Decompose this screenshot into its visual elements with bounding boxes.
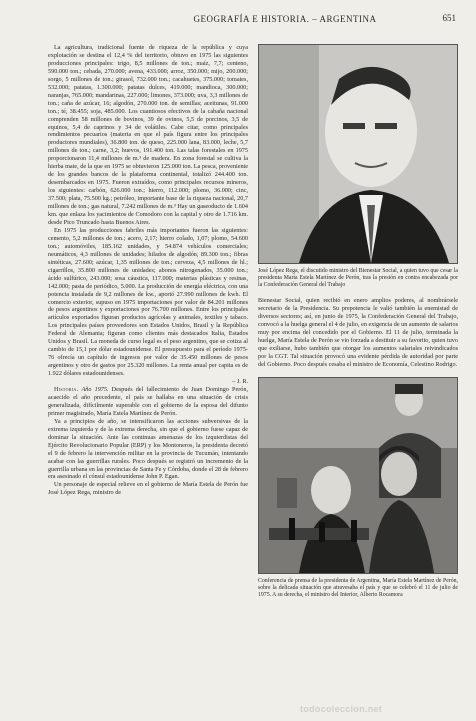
paragraph-lopez-rega: Un personaje de especial relieve en el gobierno de María Estela de Perón fue José López Rega, ministro de <box>48 481 248 497</box>
photo2-caption: Conferencia de prensa de la presidenta de Argentina, María Estela Martínez de Perón, sobre la delicada situación que atravesaba el país y que se celebró el 11 de julio de 1975. A su derecha, el ministro del Interior, Alberto Rocamora <box>258 577 458 598</box>
author-initials: – J. R. <box>232 378 248 386</box>
paragraph-industry: En 1975 las producciones fabriles más importantes fueron las siguientes: cemento, 5,2 millones de ton.; acero, 2,17; hierro colado, 1,07; plomo, 54.600 ton.; automóviles, 185.162 unidades, y 54.874 vehículos comerciales; neumáticos, 4,3 millones de unidades; hilados de algodón, 89.300 ton.; fibras sintéticas, 27.600; azúcar, 1,35 millones de ton.; cerveza, 4,5 millones de hl.; cigarrillos, 35.800 millones de unidades; abonos nitrogenados, 35.000 ton.; ácido sulfúrico, 243.000; sosa cáustica, 117.000; materias plásticas y resinas, 142.000; pasta de periódico, 5.000. La producción de energía eléctrica, con una potencia instalada de 9,2 millones de kw., aportó 27.990 millones de kwh. El comercio exterior, supuso en 1975 importaciones por valor de 84.201 millones de pesos argentinos y exportaciones por 76.700 millones. Entre los principales artículos exportados figuran productos agrícolas y animales, textiles y tabaco. Los principales países proveedores son Estados Unidos, Brasil y la República Federal de Alemania; figuran como clientes más destacados Italia, Estados Unidos y Brasil. La moneda de curso legal es el peso argentino, que se cotiza al cambio de 15,1 por dólar estadounidense. El presupuesto para el período 1975-76 ofrecía un capítulo de ingresos por valor de 35.450 millones de pesos argentinos y otro de gastos por 25.320 millones. La renta anual per capita es de 1.922 dólares estadounidenses. <box>48 226 248 378</box>
paragraph-subversion: Ya a principios de año, se intensificaron las acciones subversivas de la extrema izquierda y de la extrema derecha, sin que el gobierno fuese capaz de dominar la situación. Ante las continuas amenazas de los izquierdistas del Ejército Revolucionario Popular (ERP) y los Montoneros, la presidenta decretó el 9 de febrero la intervención militar en la provincia de Tucumán, intentando acabar con las guerrillas rurales. Poco después se registró un incremento de la guerrilla urbana en las provincias de Santa Fe y Córdoba, donde el 28 de febrero era asesinado el cónsul estadounidense John P. Egan. <box>48 417 248 481</box>
watermark-logo: todocoleccion.net <box>300 704 383 714</box>
running-head: GEOGRAFÍA E HISTORIA. – ARGENTINA <box>193 14 377 24</box>
history-label: Historia. <box>54 385 79 393</box>
paragraph-agriculture: La agricultura, tradicional fuente de riqueza de la república y cuya explotación se destina el 12,4 % del territorio, obtuvo en 1975 las siguientes producciones principales: trigo, 8,5 millones de ton.; maíz, 7,7; centeno, 590.000 ton.; cebada, 270.000; avena, 433.000; arroz, 350.000; mijo, 200.000; sorgo, 5 millones de ton.; girasol, 732.000 ton.; cacahuetes, 375.000; tomates, 532.000; patatas, 1.300.000; patatas dulces, 419.000; mandioca, 300.000; naranjas, 765.000; mandarinas, 227.000; limones, 373.000; uva, 3,3 millones de ton.; caña de azúcar, 16; algodón, 270.000 ton. de semillas; aceitunas, 91.000 ton.; té, 38.455; soja, 485.000. Los cuantiosos efectivos de la cabaña nacional comprenden 58 millones de bovinos, 39 de ovinos, 5,5 de porcinos, 3,5 de equinos, 5,4 de caprinos y 34 de volátiles. Cabe citar, como principales rendimientos pecuarios (materia en que el país figura entre los principales productores mundiales), 36.800 ton. de queso, 225.000 lana, 83.000, leche, 5,7 millones de ton.; carne, 3,2; huevos, 191.400 ton. Las talas forestales en 1975 proporcionaron 11,4 millones de m.³ de madera. En zona forestal se cultiva la hierba mate, de la que en 1975 se obtuvieron 125.000 ton. La pesca, proveniente de los grandes bancos de la plataforma continental, totalizó 244.400 ton. desembarcados en 1975. Fueron extraídos, como principales recursos mineros, los siguientes: carbón, 626.000 ton.; hierro, 112.000; plomo, 36.000; cinc, 37.500; plata, 75.500 kg.; petróleo, importante base de la riqueza nacional, 20,7 millones de ton.; gas natural, 7.242 millones de m.³ Hay un gaseoducto de 1.604 km. que enlaza los yacimientos de Comodoro con la capital y otro de 1.716 km. desde Pico Truncado hasta Buenos Aires. <box>48 44 248 226</box>
press-conference-illustration <box>259 378 457 573</box>
history-text: Después del fallecimiento de Juan Domingo Perón, acaecido el año precedente, el país se hallaba en una situación de crisis generalizada, difícilmente superable con el gobierno de la esposa del difunto primer magistrado, María Estela Martínez de Perón. <box>48 385 248 417</box>
portrait-photo-lopez-rega <box>258 44 458 264</box>
paragraph-bienestar: Bienestar Social, quien recibió en enero amplios poderes, al nombrársele secretario de la Presidencia. Su prepotencia le valió también la enemistad de diversos sectores; así, en junio de 1975, la Confederación General del Trabajo, convocó a la huelga general el 4 de julio, en exigencia de un aumento de salarios muy por encima del concedido por el Gobierno. El 11 de julio, terminada la huelga, María Estela de Perón se vio forzada a destituir a su favorito, quien tuvo que exiliarse, hubo también que otorgar los aumentos salariales reivindicados por la CGT. Tal situación provocó una evidente pérdida de autoridad por parte del Gobierno. Poco después cesaba el ministro de Economía, Celestino Rodrigo. <box>258 297 458 368</box>
portrait-illustration <box>259 45 457 263</box>
page-number: 651 <box>442 13 456 23</box>
right-column <box>258 44 458 699</box>
photo1-caption: José López Rega, el discutido ministro del Bienestar Social, a quien tuvo que cesar la presidenta María Estela Martínez de Perón, tras la presión en contra encabezada por la Confederación General del Trabajo <box>258 268 458 288</box>
press-conference-photo <box>258 377 458 574</box>
history-year: Año 1975. <box>81 385 109 393</box>
paragraph-history-intro <box>48 386 248 418</box>
left-column <box>48 44 248 699</box>
